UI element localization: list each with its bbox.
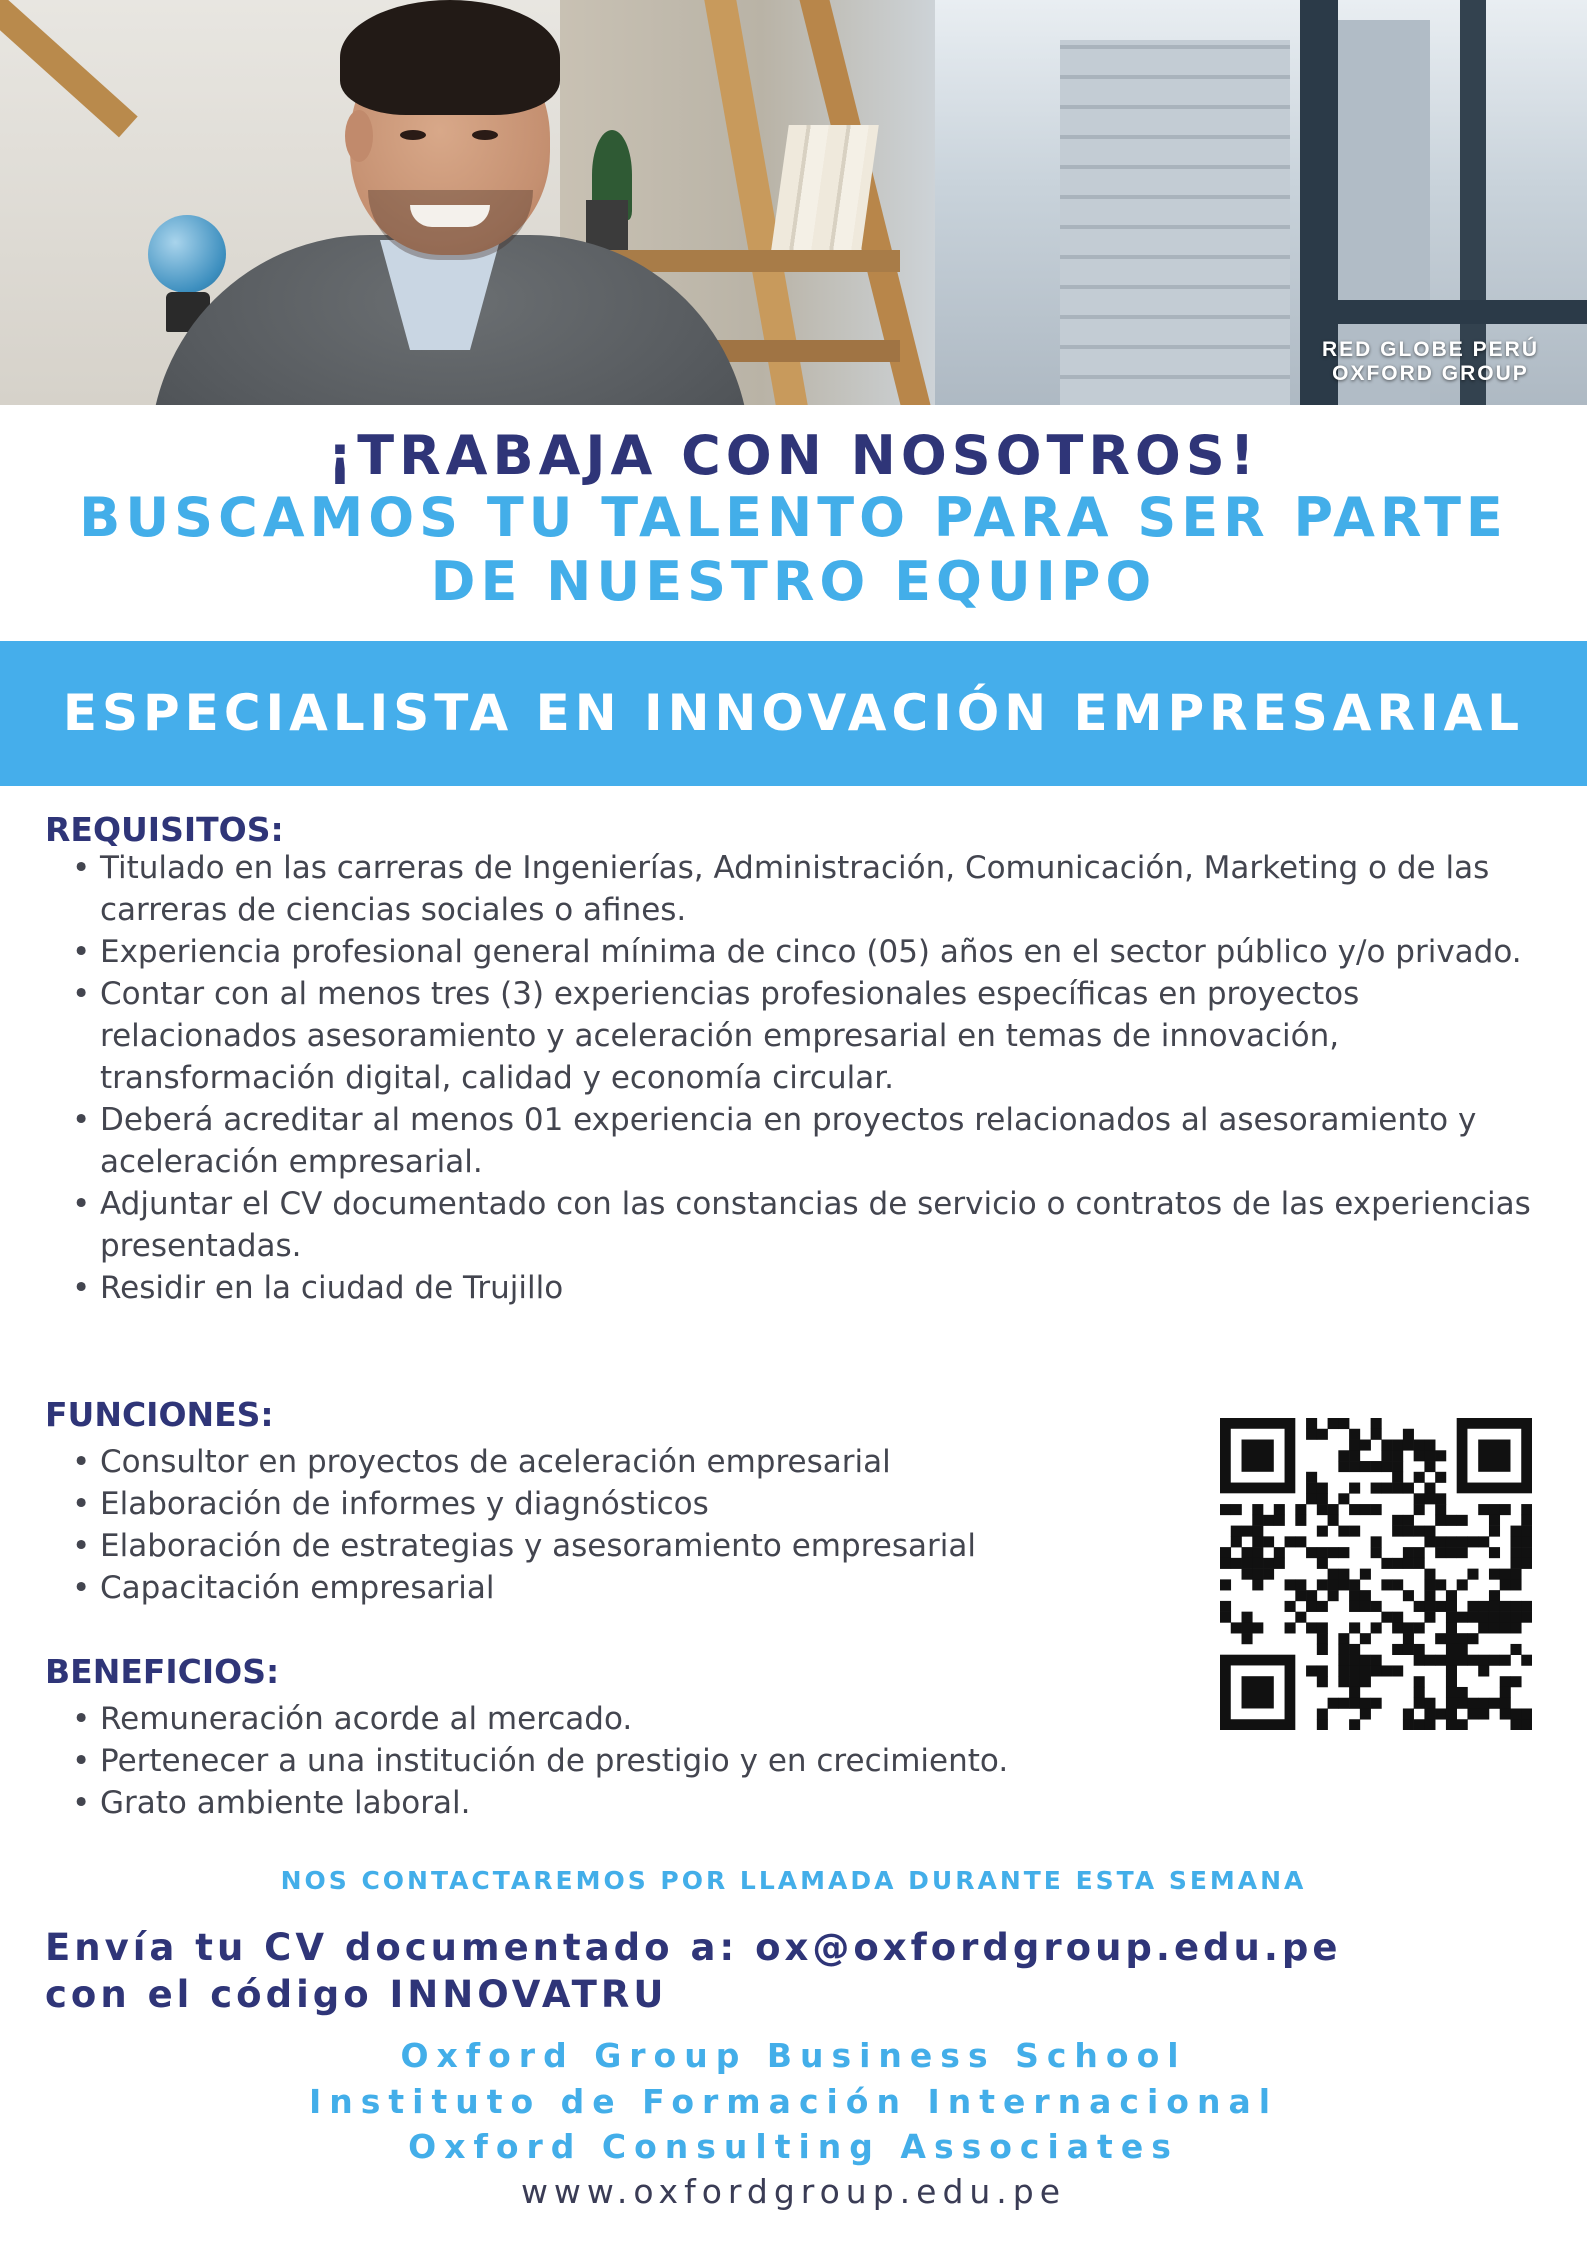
list-item: • Titulado en las carreras de Ingenierías, Administración, Comunicación, Marketing o de las carreras de ciencias sociales o afines. (72, 847, 1552, 931)
list-item: • Remuneración acorde al mercado. (72, 1698, 1272, 1740)
qr-finder-pattern (1242, 1440, 1274, 1472)
funciones-list (72, 1441, 1172, 1609)
hero-person-eye (472, 130, 498, 140)
hero-pot (586, 200, 628, 250)
hero-building (1060, 40, 1290, 405)
qr-code-icon[interactable] (1220, 1418, 1532, 1730)
qr-finder-pattern (1478, 1440, 1510, 1472)
footer-consulting: Oxford Consulting Associates (408, 2127, 1179, 2166)
section-title-beneficios: BENEFICIOS: (45, 1652, 280, 1691)
hero-photo (0, 0, 1587, 405)
headline-line-3: DE NUESTRO EQUIPO (430, 550, 1157, 613)
hero-person-hair (340, 0, 560, 115)
footer-business-school: Oxford Group Business School (400, 2036, 1187, 2075)
footer-institute: Instituto de Formación Internacional (308, 2082, 1279, 2121)
list-item: • Consultor en proyectos de aceleración empresarial (72, 1441, 1172, 1483)
headline-line-2: BUSCAMOS TU TALENTO PARA SER PARTE (79, 486, 1508, 549)
list-item: • Adjuntar el CV documentado con las constancias de servicio o contratos de las experiencias presentadas. (72, 1183, 1552, 1267)
footer-website-link[interactable]: www.oxfordgroup.edu.pe (520, 2172, 1067, 2211)
list-item: • Pertenecer a una institución de prestigio y en crecimiento. (72, 1740, 1272, 1782)
section-title-funciones: FUNCIONES: (45, 1395, 274, 1434)
section-title-requisitos: REQUISITOS: (45, 810, 284, 849)
brand-line-1: RED GLOBE PERÚ (1321, 338, 1539, 361)
position-banner (0, 641, 1587, 786)
list-item: • Contar con al menos tres (3) experiencias profesionales específicas en proyectos relacionados asesoramiento y aceleración empresarial en temas de innovación, transformación digital, calidad y economía circular. (72, 973, 1552, 1099)
hero-books (771, 125, 879, 250)
contact-note: NOS CONTACTAREMOS POR LLAMADA DURANTE ESTA SEMANA (280, 1866, 1307, 1895)
beneficios-list (72, 1698, 1272, 1824)
hero-person-ear (345, 110, 373, 162)
qr-code-graphic (1220, 1418, 1532, 1730)
headline-primary: ¡TRABAJA CON NOSOTROS! (327, 424, 1260, 487)
list-item: • Grato ambiente laboral. (72, 1782, 1272, 1824)
list-item: • Experiencia profesional general mínima de cinco (05) años en el sector público y/o privado. (72, 931, 1552, 973)
hero-person-eye (400, 130, 426, 140)
send-cv-code: con el código INNOVATRU (45, 1973, 668, 2016)
list-item: • Capacitación empresarial (72, 1567, 1172, 1609)
brand-watermark (1322, 338, 1539, 386)
list-item: • Elaboración de estrategias y asesoramiento empresarial (72, 1525, 1172, 1567)
hero-window-frame-h (1300, 300, 1587, 324)
globe-icon (148, 215, 226, 293)
list-item: • Residir en la ciudad de Trujillo (72, 1267, 1552, 1309)
brand-line-2: OXFORD GROUP (1332, 362, 1529, 385)
send-cv-instruction: Envía tu CV documentado a: ox@oxfordgroup.edu.pe (45, 1926, 1342, 1969)
hero-person-smile (410, 205, 490, 227)
position-title: ESPECIALISTA EN INNOVACIÓN EMPRESARIAL (62, 684, 1525, 742)
list-item: • Elaboración de informes y diagnósticos (72, 1483, 1172, 1525)
requisitos-list (72, 847, 1552, 1309)
list-item: • Deberá acreditar al menos 01 experiencia en proyectos relacionados al asesoramiento y aceleración empresarial. (72, 1099, 1552, 1183)
headline-secondary (0, 486, 1587, 614)
